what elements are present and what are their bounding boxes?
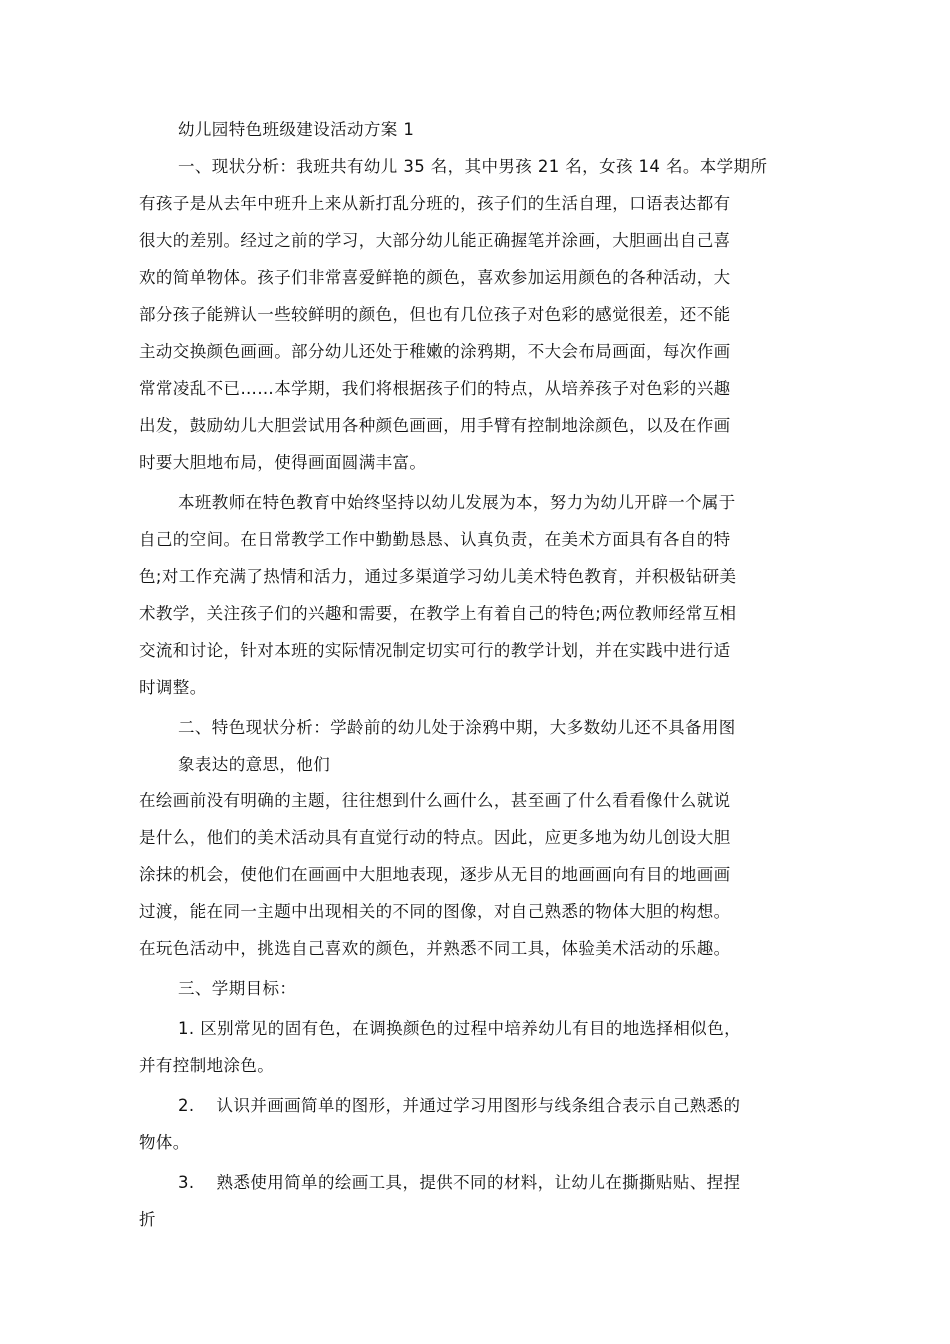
- paragraph-line: 出发，鼓励幼儿大胆尝试用各种颜色画画，用手臂有控制地涂颜色，以及在作画: [139, 416, 731, 435]
- paragraph-line: 色;对工作充满了热情和活力，通过多渠道学习幼儿美术特色教育，并积极钻研美: [139, 567, 737, 586]
- paragraph-line: 常常凌乱不已……本学期，我们将根据孩子们的特点，从培养孩子对色彩的兴趣: [139, 379, 731, 398]
- paragraph-line: 在绘画前没有明确的主题，往往想到什么画什么，甚至画了什么看看像什么就说: [139, 791, 731, 810]
- goal-line: 并有控制地涂色。: [139, 1056, 275, 1075]
- goal-line: 物体。: [139, 1133, 190, 1152]
- goal-text: 熟悉使用简单的绘画工具，提供不同的材料，让幼儿在撕撕贴贴、捏捏: [216, 1173, 741, 1192]
- paragraph-line: 术教学，关注孩子们的兴趣和需要，在教学上有着自己的特色;两位教师经常互相: [139, 604, 737, 623]
- goal-number: 2.: [178, 1096, 195, 1115]
- goal-line: [178, 1171, 740, 1195]
- paragraph-line: 欢的简单物体。孩子们非常喜爱鲜艳的颜色，喜欢参加运用颜色的各种活动，大: [139, 268, 731, 287]
- goal-text: 区别常见的固有色，在调换颜色的过程中培养幼儿有目的地选择相似色，: [200, 1019, 742, 1038]
- paragraph-line: 象表达的意思，他们: [178, 755, 331, 774]
- paragraph-line: 有孩子是从去年中班升上来从新打乱分班的，孩子们的生活自理，口语表达都有: [139, 194, 731, 213]
- paragraph-line: 很大的差别。经过之前的学习，大部分幼儿能正确握笔并涂画，大胆画出自己喜: [139, 231, 731, 250]
- paragraph-line: 是什么，他们的美术活动具有直觉行动的特点。因此，应更多地为幼儿创设大胆: [139, 828, 731, 847]
- goal-line: [178, 1094, 740, 1118]
- goal-text: 认识并画画简单的图形，并通过学习用图形与线条组合表示自己熟悉的: [216, 1096, 741, 1115]
- paragraph-line: 主动交换颜色画画。部分幼儿还处于稚嫩的涂鸦期，不大会布局画面，每次作画: [139, 342, 731, 361]
- goal-number: 3.: [178, 1173, 195, 1192]
- paragraph-line: 交流和讨论，针对本班的实际情况制定切实可行的教学计划，并在实践中进行适: [139, 641, 731, 660]
- goal-number: 1.: [178, 1019, 195, 1038]
- goal-line: 折: [139, 1210, 156, 1229]
- paragraph-line: 二、特色现状分析：学龄前的幼儿处于涂鸦中期，大多数幼儿还不具备用图: [178, 718, 736, 737]
- paragraph-line: 一、现状分析：我班共有幼儿 35 名，其中男孩 21 名，女孩 14 名。本学期所: [178, 157, 768, 176]
- document-title: 幼儿园特色班级建设活动方案 1: [178, 120, 415, 139]
- paragraph-line: 时调整。: [139, 678, 207, 697]
- paragraph-line: 本班教师在特色教育中始终坚持以幼儿发展为本，努力为幼儿开辟一个属于: [178, 493, 736, 512]
- paragraph-line: 自己的空间。在日常教学工作中勤勤恳恳、认真负责，在美术方面具有各自的特: [139, 530, 731, 549]
- paragraph-line: 涂抹的机会，使他们在画画中大胆地表现，逐步从无目的地画画向有目的地画画: [139, 865, 731, 884]
- paragraph-line: 过渡，能在同一主题中出现相关的不同的图像，对自己熟悉的物体大胆的构想。: [139, 902, 731, 921]
- paragraph-line: 时要大胆地布局，使得画面圆满丰富。: [139, 453, 427, 472]
- section-heading: 三、学期目标：: [178, 979, 297, 998]
- goal-line: [178, 1017, 741, 1041]
- paragraph-line: 部分孩子能辨认一些较鲜明的颜色，但也有几位孩子对色彩的感觉很差，还不能: [139, 305, 731, 324]
- paragraph-line: 在玩色活动中，挑选自己喜欢的颜色，并熟悉不同工具，体验美术活动的乐趣。: [139, 939, 731, 958]
